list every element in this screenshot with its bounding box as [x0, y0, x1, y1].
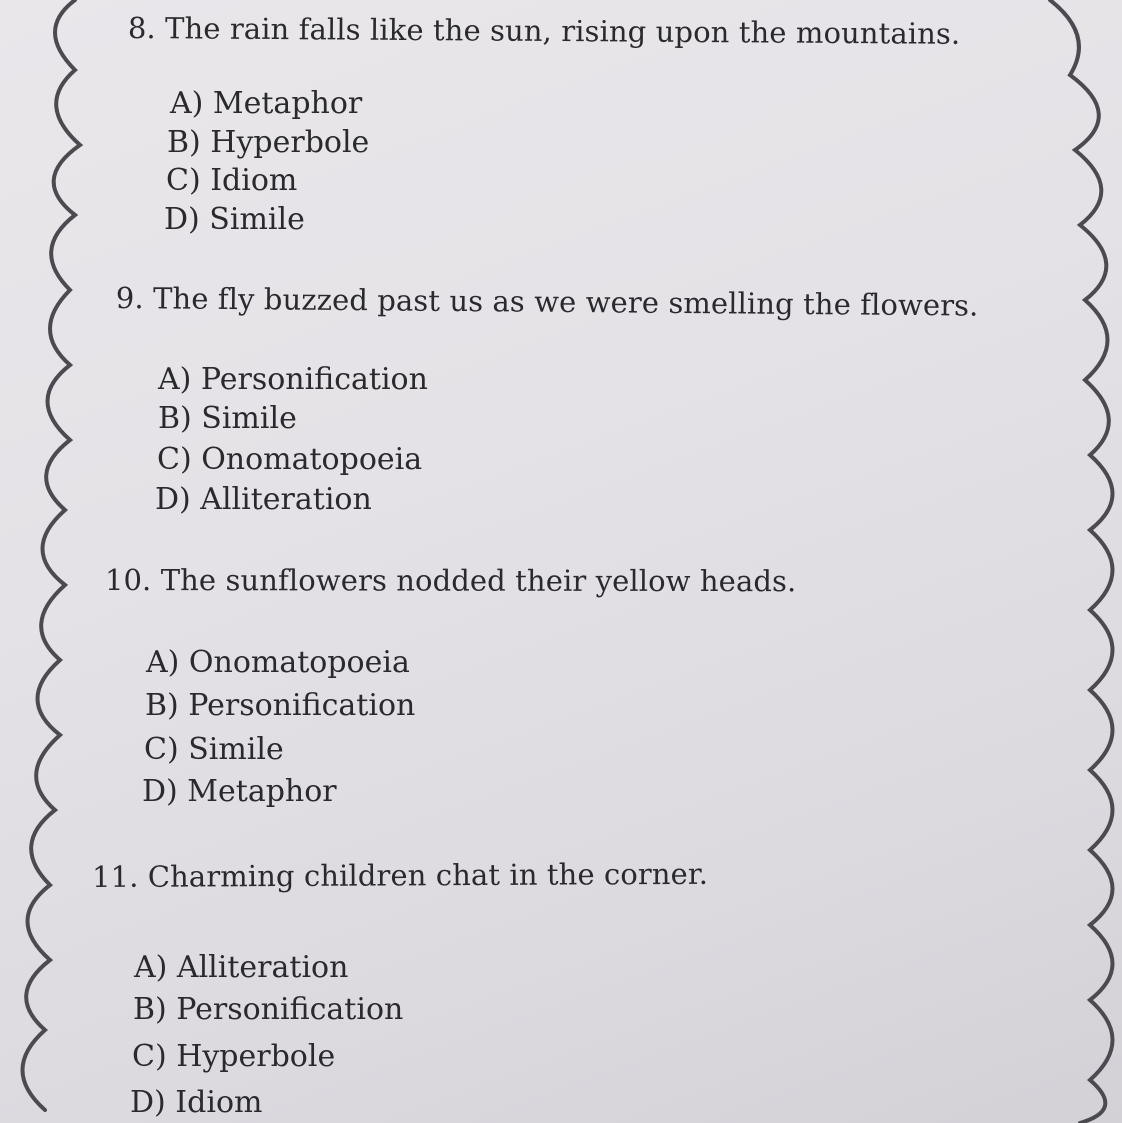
question-9-text: 9. The fly buzzed past us as we were smelling the flowers. — [115, 281, 979, 323]
question-11-text: 11. Charming children chat in the corner. — [91, 856, 709, 894]
question-9-option-c: C) Onomatopoeia — [157, 442, 423, 477]
question-10-option-c: C) Simile — [144, 732, 284, 767]
question-11-option-b: B) Personification — [133, 992, 404, 1027]
question-10-text: 10. The sunflowers nodded their yellow heads. — [104, 563, 797, 599]
question-8-option-b: B) Hyperbole — [167, 125, 370, 160]
question-10-option-d: D) Metaphor — [142, 774, 337, 809]
right-scalloped-border — [1050, 0, 1113, 1123]
question-11-option-a: A) Alliteration — [134, 950, 349, 985]
left-scalloped-border — [23, 0, 81, 1110]
question-10-option-a: A) Onomatopoeia — [146, 645, 410, 680]
question-8-text: 8. The rain falls like the sun, rising upon the mountains. — [127, 11, 961, 51]
question-11-option-c: C) Hyperbole — [132, 1039, 336, 1074]
question-8-option-c: C) Idiom — [166, 163, 298, 198]
question-8-option-d: D) Simile — [164, 202, 305, 237]
question-11-option-d: D) Idiom — [130, 1085, 263, 1120]
question-9-option-b: B) Simile — [158, 401, 297, 436]
question-10-option-b: B) Personification — [145, 688, 416, 723]
question-9-option-a: A) Personification — [158, 362, 428, 397]
question-8-option-a: A) Metaphor — [170, 86, 363, 121]
question-9-option-d: D) Alliteration — [155, 482, 372, 517]
